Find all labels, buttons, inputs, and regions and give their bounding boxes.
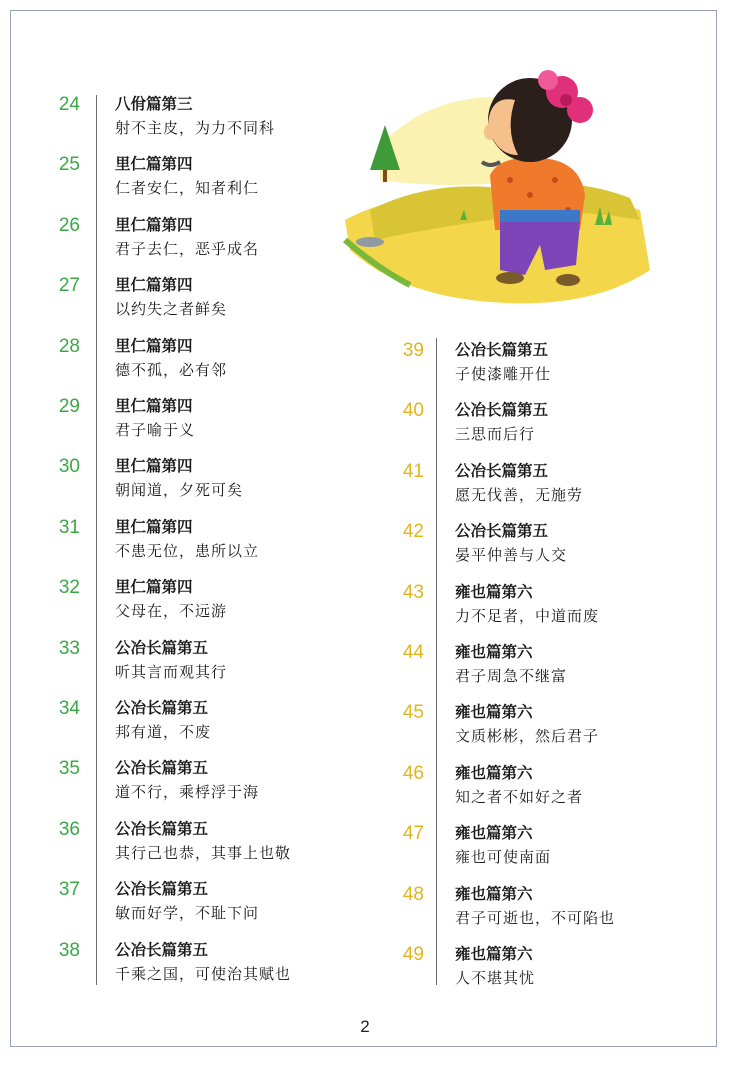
chapter-title: 雍也篇第六: [455, 582, 533, 601]
quote-text: 君子可逝也，不可陷也: [455, 908, 616, 927]
chapter-title: 八佾篇第三: [115, 95, 193, 113]
chapter-title: 雍也篇第六: [455, 643, 533, 661]
entry-number: 28: [58, 335, 80, 357]
entry-number: 43: [402, 581, 424, 603]
entry-number: 27: [58, 275, 80, 297]
quote-text: 君子去仁，恶乎成名: [115, 239, 260, 258]
chapter-title: 公冶长篇第五: [455, 401, 549, 420]
quote-text: 文质彬彬，然后君子: [455, 727, 600, 746]
chapter-title: 雍也篇第六: [455, 884, 533, 903]
chapter-title: 公冶长篇第五: [115, 819, 209, 838]
quote-text: 以约失之者鲜矣: [115, 300, 228, 319]
chapter-title: 里仁篇第四: [115, 457, 193, 476]
chapter-title: 雍也篇第六: [455, 703, 533, 722]
quote-text: 不患无位，患所以立: [115, 541, 260, 560]
quote-text: 朝闻道，夕死可矣: [115, 481, 244, 500]
chapter-title: 雍也篇第六: [455, 945, 533, 963]
quote-text: 晏平仲善与人交: [455, 546, 568, 565]
chapter-title: 里仁篇第四: [115, 215, 193, 234]
entry-number: 33: [58, 637, 80, 659]
chapter-title: 公冶长篇第五: [455, 522, 549, 541]
quote-text: 知之者不如好之者: [455, 787, 584, 806]
chapter-title: 里仁篇第四: [115, 336, 193, 355]
entry-number: 42: [402, 521, 424, 543]
quote-text: 力不足者，中道而废: [455, 606, 600, 625]
entry-number: 35: [58, 758, 80, 780]
left-column-divider: [96, 95, 97, 985]
entry-number: 46: [402, 762, 424, 784]
chapter-title: 里仁篇第四: [115, 155, 193, 174]
entry-number: 45: [402, 702, 424, 724]
quote-text: 三思而后行: [455, 425, 536, 444]
entry-number: 31: [58, 516, 80, 538]
quote-text: 子使漆雕开仕: [455, 365, 552, 383]
entry-number: 41: [402, 460, 424, 482]
quote-text: 其行己也恭，其事上也敬: [115, 843, 292, 862]
entry-number: 39: [402, 340, 424, 361]
entry-number: 49: [402, 944, 424, 965]
chapter-title: 公冶长篇第五: [115, 759, 209, 778]
entry-number: 34: [58, 698, 80, 719]
chapter-title: 里仁篇第四: [115, 517, 193, 536]
chapter-title: 里仁篇第四: [115, 578, 193, 597]
entry-number: 26: [58, 214, 80, 236]
quote-text: 人不堪其忧: [455, 969, 536, 987]
entry-number: 29: [58, 396, 80, 417]
quote-text: 父母在，不远游: [115, 602, 228, 621]
entry-number: 32: [58, 577, 80, 599]
entry-number: 37: [58, 879, 80, 901]
quote-text: 君子喻于义: [115, 421, 196, 439]
right-column-divider: [436, 338, 437, 985]
quote-text: 愿无伐善，无施劳: [455, 485, 584, 504]
entry-number: 48: [402, 883, 424, 905]
quote-text: 射不主皮，为力不同科: [115, 119, 276, 137]
quote-text: 雍也可使南面: [455, 848, 552, 867]
quote-text: 君子周急不继富: [455, 667, 568, 685]
chapter-title: 雍也篇第六: [455, 763, 533, 782]
quote-text: 邦有道，不废: [115, 723, 212, 741]
quote-text: 仁者安仁，知者利仁: [115, 179, 260, 198]
chapter-title: 公冶长篇第五: [115, 699, 209, 717]
page-number: 2: [360, 1017, 370, 1036]
quote-text: 道不行，乘桴浮于海: [115, 783, 260, 802]
entry-number: 30: [58, 456, 80, 478]
chapter-title: 公冶长篇第五: [115, 638, 209, 657]
quote-text: 敏而好学，不耻下问: [115, 904, 260, 923]
entry-number: 40: [402, 400, 424, 422]
chapter-title: 雍也篇第六: [455, 824, 533, 843]
chapter-title: 公冶长篇第五: [455, 461, 549, 480]
chapter-title: 公冶长篇第五: [455, 341, 549, 359]
entry-number: 38: [58, 939, 80, 961]
entry-number: 47: [402, 823, 424, 845]
chapter-title: 里仁篇第四: [115, 397, 193, 415]
chapter-title: 里仁篇第四: [115, 276, 193, 295]
entry-number: 44: [402, 642, 424, 663]
chapter-title: 公冶长篇第五: [115, 880, 209, 899]
entry-number: 24: [58, 94, 80, 115]
entry-number: 36: [58, 818, 80, 840]
entry-number: 25: [58, 154, 80, 176]
quote-text: 千乘之国，可使治其赋也: [115, 964, 292, 983]
chapter-title: 公冶长篇第五: [115, 940, 209, 959]
quote-text: 德不孤，必有邻: [115, 360, 228, 379]
child-walking-illustration: [340, 70, 660, 310]
quote-text: 听其言而观其行: [115, 662, 228, 681]
